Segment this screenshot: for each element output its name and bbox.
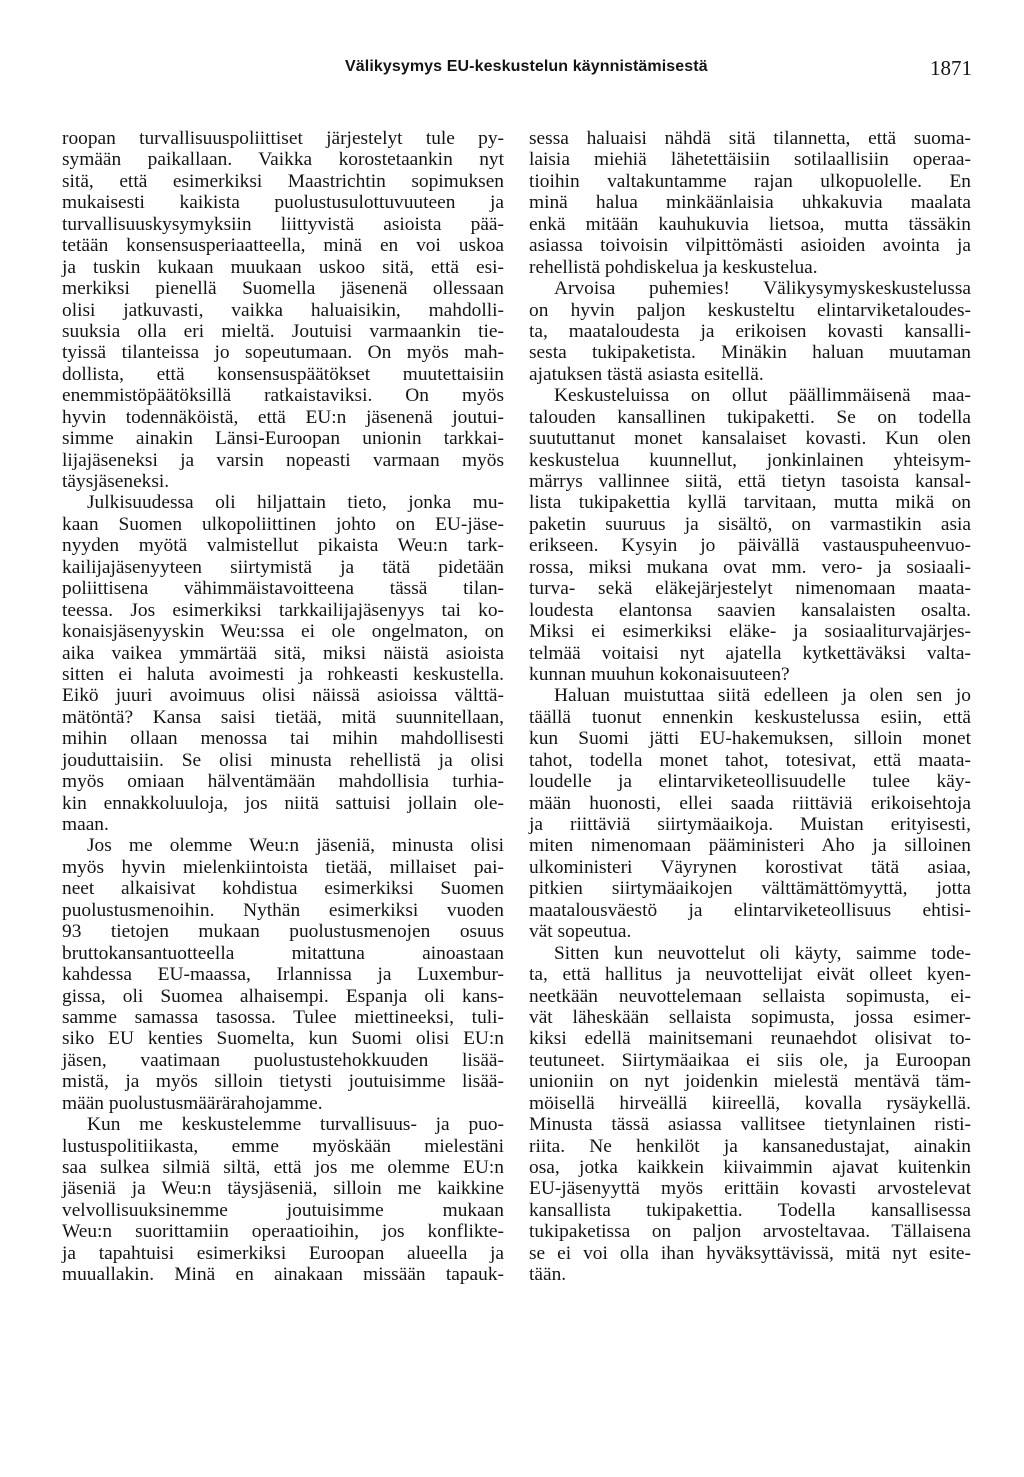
text-line: asiassa toivoisin vilpittömästi asioiden avointa ja: [529, 235, 971, 257]
text-line: rossa, miksi mukana ovat mm. vero- ja sosiaali-: [529, 556, 971, 578]
text-line: kiksi edellä mainitsemani reunaehdot olisivat to-: [529, 1028, 971, 1050]
text-line: dollista, että konsensuspäätökset muutettaisiin: [62, 363, 504, 385]
text-line: loudesta elantonsa saavien kansalaisten osalta.: [529, 599, 971, 621]
text-line: kansallista tukipakettia. Todella kansallisessa: [529, 1199, 971, 1221]
text-line: Eikö juuri avoimuus olisi näissä asioissa välttä-: [62, 685, 504, 707]
text-line: talouden kansallinen tukipaketti. Se on todella: [529, 406, 971, 428]
text-line: mään puolustusmäärärahojamme.: [62, 1092, 323, 1114]
text-line: ta, maataloudesta ja erikoisen kovasti kansalli-: [529, 320, 971, 342]
text-line: jäsen, vaatimaan puolustustehokkuuden lisää-: [62, 1049, 504, 1071]
text-line: mukaisesti kaikista puolustusulottuvuuteen ja: [62, 192, 504, 214]
text-line: märrys vallinnee siitä, että tietyn tasoista kansal-: [529, 471, 971, 492]
right-text-column: [529, 128, 971, 1286]
text-line: turvallisuuskysymyksiin liittyvistä asioista pää-: [62, 213, 504, 235]
text-line: enemmistöpäätöksillä ratkaistaviksi. On myös: [62, 385, 504, 407]
page-number: 1871: [930, 56, 972, 80]
text-line: mistä, ja myös silloin tietysti joutuisimme lisää-: [62, 1071, 504, 1093]
text-line: hyvin todennäköistä, että EU:n jäsenenä joutui-: [62, 406, 504, 428]
text-line: tään.: [529, 1264, 567, 1286]
text-line: sesta tukipaketista. Minäkin haluan muutaman: [529, 342, 971, 364]
text-line: möisellä hirveällä kiireellä, kovalla rysäykellä.: [529, 1092, 971, 1114]
text-line: vät sopeutua.: [529, 921, 632, 943]
text-line: sitä, että esimerkiksi Maastrichtin sopimuksen: [62, 170, 504, 192]
text-line: ulkoministeri Väyrynen korostivat tätä asiaa,: [529, 856, 971, 878]
text-line: jäseniä ja Weu:n täysjäseniä, silloin me kaikkine: [62, 1178, 504, 1200]
text-line: sessa haluaisi nähdä sitä tilannetta, että suoma-: [529, 128, 971, 149]
text-line: velvollisuuksinemme joutuisimme mukaan: [62, 1199, 504, 1221]
text-line: muuallakin. Minä en ainakaan missään tapauk-: [62, 1264, 504, 1286]
text-line: kin ennakkoluuloja, jos niitä sattuisi jollain ole-: [62, 792, 504, 814]
text-line: enkä mitään kauhukuvia lietsoa, mutta tässäkin: [529, 213, 971, 235]
text-line: minä halua minkäänlaisia uhkakuvia maalata: [529, 192, 971, 214]
text-line: turva- sekä eläkejärjestelyt nimenomaan maata-: [529, 578, 971, 600]
text-line: lista tukipakettia kyllä tarvitaan, mutta mikä on: [529, 492, 971, 514]
text-line: puolustusmenoihin. Nythän esimerkiksi vuoden: [62, 899, 504, 921]
text-line: poliittisena vähimmäistavoitteena tässä tilan-: [62, 578, 504, 600]
text-line: EU-jäsenyyttä myös erittäin kovasti arvostelevat: [529, 1178, 971, 1200]
text-line: Arvoisa puhemies! Välikysymyskeskustelussa: [554, 278, 971, 300]
text-line: tetään konsensusperiaatteella, minä en voi uskoa: [62, 235, 504, 257]
text-line: tyissä tilanteissa jo sopeutumaan. On myös mah-: [62, 342, 504, 364]
text-line: ja tapahtuisi esimerkiksi Euroopan alueella ja: [62, 1242, 504, 1264]
text-line: mään huonosti, ellei saada riittäviä erikoisehtoja: [529, 792, 971, 814]
text-line: kun Suomi jätti EU-hakemuksen, silloin monet: [529, 728, 971, 750]
text-line: bruttokansantuotteella mitattuna ainoastaan: [62, 942, 504, 964]
text-line: suuksia olla eri mieltä. Joutuisi varmaankin tie-: [62, 320, 504, 342]
text-line: sitten ei haluta avoimesti ja rohkeasti keskustella.: [62, 663, 504, 685]
text-line: Miksi ei esimerkiksi eläke- ja sosiaaliturvajärjes-: [529, 621, 971, 643]
text-line: täysjäseneksi.: [62, 471, 170, 492]
text-line: tahot, todella monet tahot, totesivat, että maata-: [529, 749, 971, 771]
text-line: konaisjäsenyyskin Weu:ssa ei ole ongelmaton, on: [62, 621, 504, 643]
text-line: ta, että hallitus ja neuvottelijat eivät olleet kyen-: [529, 964, 971, 986]
text-line: ja tuskin kukaan muukaan uskoo sitä, että esi-: [62, 256, 504, 278]
text-line: vät läheskään sellaista sopimusta, jossa esimer-: [529, 1006, 971, 1028]
text-line: Weu:n suorittamiin operaatioihin, jos konflikte-: [62, 1221, 504, 1243]
running-title: Välikysymys EU-keskustelun käynnistämisestä: [345, 58, 708, 75]
text-line: lustuspolitiikasta, emme myöskään mielestäni: [62, 1135, 504, 1157]
text-line: loudelle ja elintarviketeollisuudelle tulee käy-: [529, 771, 971, 793]
text-line: ajatuksen tästä asiasta esitellä.: [529, 363, 764, 385]
text-line: kahdessa EU-maassa, Irlannissa ja Luxembur-: [62, 964, 504, 986]
text-line: erikseen. Kysyin jo päivällä vastauspuheenvuo-: [529, 535, 971, 557]
text-line: telmää voitaisi nyt ajatella kytkettäväksi valta-: [529, 642, 971, 664]
text-line: aika vaikea ymmärtää sitä, miksi näistä asioista: [62, 642, 504, 664]
text-line: neet alkaisivat kohdistua esimerkiksi Suomen: [62, 878, 504, 900]
text-line: keskustelua kuunnellut, jonkinlainen yhteisym-: [529, 449, 971, 471]
text-line: Julkisuudessa oli hiljattain tieto, jonka mu-: [87, 492, 504, 514]
left-text-column: [62, 128, 504, 1286]
text-line: rehellistä pohdiskelua ja keskustelua.: [529, 256, 818, 278]
text-line: kunnan muuhun kokonaisuuteen?: [529, 663, 790, 685]
text-line: Kun me keskustelemme turvallisuus- ja puo-: [87, 1114, 504, 1136]
text-line: myös hyvin mielenkiintoista tietää, millaiset pai-: [62, 856, 504, 878]
text-line: on hyvin paljon keskusteltu elintarviketaloudes-: [529, 299, 971, 321]
text-line: olisi jatkuvasti, vaikka haluaisikin, mahdolli-: [62, 299, 504, 321]
text-line: Minusta tässä asiassa vallitsee tietynlainen risti-: [529, 1114, 971, 1136]
text-line: maatalousväestö ja elintarviketeollisuus ehtisi-: [529, 899, 971, 921]
text-line: ja riittäviä siirtymäaikoja. Muistan erityisesti,: [529, 814, 971, 835]
text-line: lijajäseneksi ja varsin nopeasti varmaan myös: [62, 449, 504, 471]
text-line: nyyden myötä valmistellut pikaista Weu:n tark-: [62, 535, 504, 557]
text-line: pitkien siirtymäaikojen välttämättömyyttä, jotta: [529, 878, 971, 900]
text-line: Haluan muistuttaa siitä edelleen ja olen sen jo: [554, 685, 971, 707]
text-line: jouduttaisiin. Se olisi minusta rehellistä ja olisi: [62, 749, 504, 771]
text-line: saa sulkea silmiä siltä, että jos me olemme EU:n: [62, 1157, 504, 1178]
text-line: maan.: [62, 814, 109, 835]
text-line: täällä tuonut ennenkin keskustelussa esiin, että: [529, 706, 971, 728]
text-line: kaan Suomen ulkopoliittinen johto on EU-jäse-: [62, 513, 504, 535]
text-line: tioihin valtakuntamme rajan ulkopuolelle. En: [529, 170, 971, 192]
text-line: symään paikallaan. Vaikka korostetaankin nyt: [62, 149, 504, 171]
text-line: teessa. Jos esimerkiksi tarkkailijajäsenyys tai ko-: [62, 599, 504, 621]
text-line: neetkään neuvottelemaan sellaista sopimusta, ei-: [529, 985, 971, 1007]
text-line: merkiksi pienellä Suomella jäsenenä ollessaan: [62, 278, 504, 300]
text-line: Keskusteluissa on ollut päällimmäisenä maa-: [554, 385, 971, 407]
text-line: siko EU kenties Suomelta, kun Suomi olisi EU:n: [62, 1028, 504, 1050]
text-line: unioniin on nyt joidenkin mielestä mentävä täm-: [529, 1071, 971, 1093]
text-line: laisia miehiä lähetettäisiin sotilaallisiin operaa-: [529, 149, 971, 171]
text-line: kailijajäsenyyteen siirtymistä ja tätä pidetään: [62, 556, 504, 578]
text-line: se ei voi olla ihan hyväksyttävissä, mitä nyt esite-: [529, 1242, 971, 1264]
text-line: Jos me olemme Weu:n jäseniä, minusta olisi: [87, 835, 504, 857]
text-line: Sitten kun neuvottelut oli käyty, saimme tode-: [554, 942, 971, 964]
text-line: 93 tietojen mukaan puolustusmenojen osuus: [62, 921, 504, 943]
text-line: osa, jotka kaikkein kiivaimmin ajavat kuitenkin: [529, 1157, 971, 1178]
text-line: suututtanut monet kansalaiset kovasti. Kun olen: [529, 428, 971, 450]
text-line: roopan turvallisuuspoliittiset järjestelyt tule py-: [62, 128, 504, 149]
text-line: myös omiaan hälventämään mahdollisia turhia-: [62, 771, 504, 793]
text-line: gissa, oli Suomea alhaisempi. Espanja oli kans-: [62, 985, 504, 1007]
text-line: tukipaketissa on paljon arvosteltavaa. Tällaisena: [529, 1221, 971, 1243]
text-line: mätöntä? Kansa saisi tietää, mitä suunnitellaan,: [62, 706, 504, 728]
text-line: simme ainakin Länsi-Euroopan unionin tarkkai-: [62, 428, 504, 450]
text-line: riita. Ne henkilöt ja kansanedustajat, ainakin: [529, 1135, 971, 1157]
text-line: miten nimenomaan pääministeri Aho ja silloinen: [529, 835, 971, 857]
text-line: teutuneet. Siirtymäaikaa ei siis ole, ja Euroopan: [529, 1049, 971, 1071]
text-line: mihin ollaan menossa tai mihin mahdollisesti: [62, 728, 504, 750]
text-line: paketin suuruus ja sisältö, on varmastikin asia: [529, 513, 971, 535]
text-line: samme samassa tasossa. Tulee miettineeksi, tuli-: [62, 1006, 504, 1028]
